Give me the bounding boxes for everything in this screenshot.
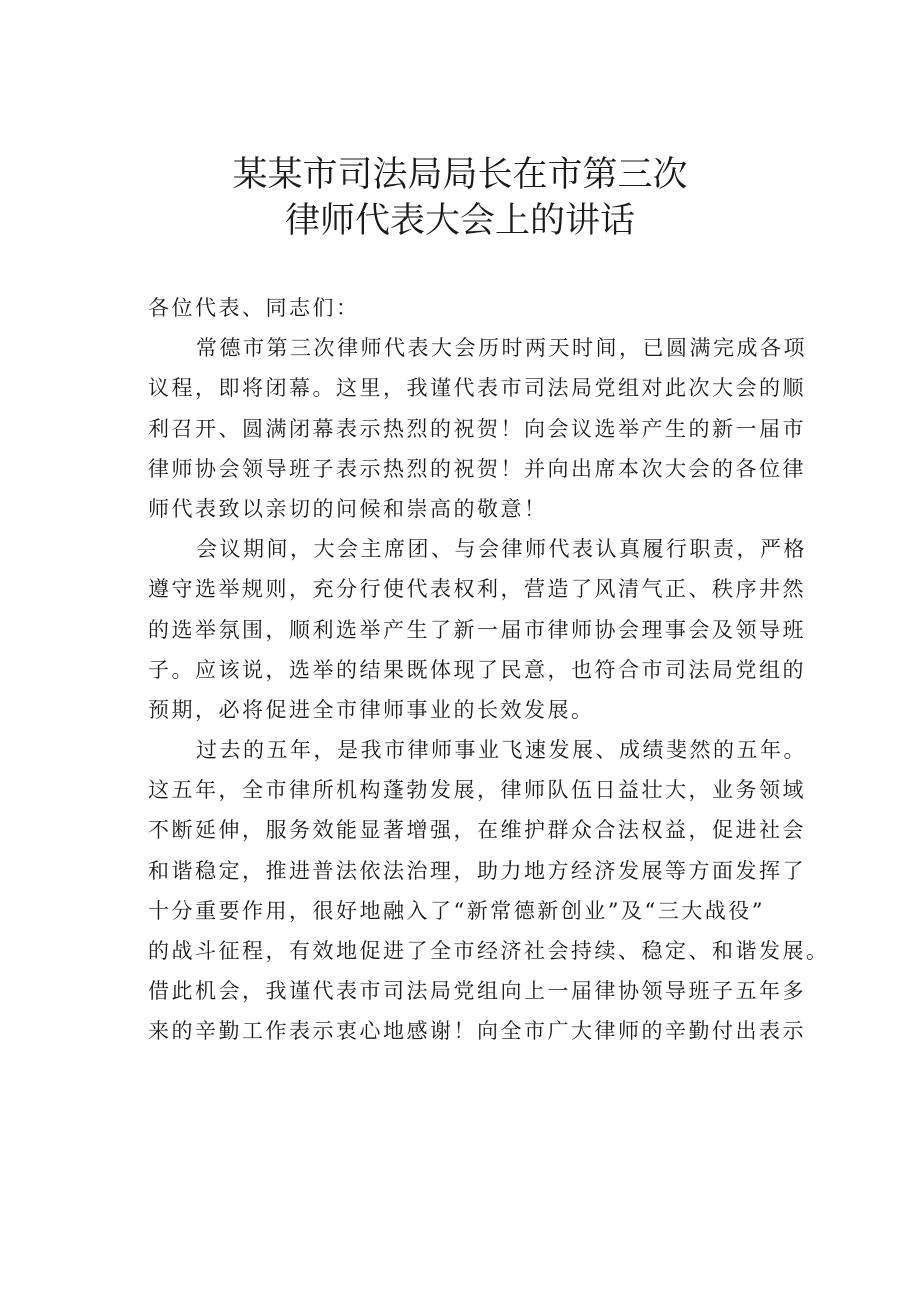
paragraph-line: 遵守选举规则，充分行使代表权利，营造了风清气正、秩序井然 xyxy=(148,577,806,602)
paragraph-line: 十分重要作用，很好地融入了“新常德新创业”及“三大战役” xyxy=(148,898,765,923)
paragraph-line: 和谐稳定，推进普法依法治理，助力地方经济发展等方面发挥了 xyxy=(148,858,806,883)
paragraph-line: 这五年，全市律所机构蓬勃发展，律师队伍日益壮大，业务领域 xyxy=(148,778,806,803)
paragraph-line: 预期，必将促进全市律师事业的长效发展。 xyxy=(148,697,595,722)
paragraph-line: 利召开、圆满闭幕表示热烈的祝贺！向会议选举产生的新一届市 xyxy=(148,416,806,441)
paragraph-line: 的选举氛围，顺利选举产生了新一届市律师协会理事会及领导班 xyxy=(148,617,806,642)
paragraph-1 xyxy=(148,328,816,529)
document-title xyxy=(0,152,920,244)
title-line-2: 律师代表大会上的讲话 xyxy=(284,201,635,241)
salutation: 各位代表、同志们： xyxy=(148,296,360,320)
paragraph-2 xyxy=(148,529,816,730)
paragraph-line: 常德市第三次律师代表大会历时两天时间，已圆满完成各项 xyxy=(196,336,807,361)
paragraph-line: 会议期间，大会主席团、与会律师代表认真履行职责，严格 xyxy=(196,537,807,562)
paragraph-line: 子。应该说，选举的结果既体现了民意，也符合市司法局党组的 xyxy=(148,657,806,682)
paragraph-line: 借此机会，我谨代表市司法局党组向上一届律协领导班子五年多 xyxy=(148,979,806,1004)
paragraph-line: 师代表致以亲切的问候和崇高的敬意！ xyxy=(148,496,548,521)
paragraph-line: 议程，即将闭幕。这里，我谨代表市司法局党组对此次大会的顺 xyxy=(148,376,806,401)
paragraph-line: 的战斗征程，有效地促进了全市经济社会持续、稳定、和谐发展。 xyxy=(148,939,830,963)
paragraph-3 xyxy=(148,730,830,1052)
title-line-1: 某某市司法局局长在市第三次 xyxy=(232,155,688,195)
paragraph-line: 不断延伸，服务效能显著增强，在维护群众合法权益，促进社会 xyxy=(148,818,806,843)
paragraph-line: 律师协会领导班子表示热烈的祝贺！并向出席本次大会的各位律 xyxy=(148,456,806,481)
paragraph-line: 来的辛勤工作表示衷心地感谢！向全市广大律师的辛勤付出表示 xyxy=(148,1019,806,1044)
document-body xyxy=(148,288,830,1052)
paragraph-line: 过去的五年，是我市律师事业飞速发展、成绩斐然的五年。 xyxy=(196,738,807,763)
